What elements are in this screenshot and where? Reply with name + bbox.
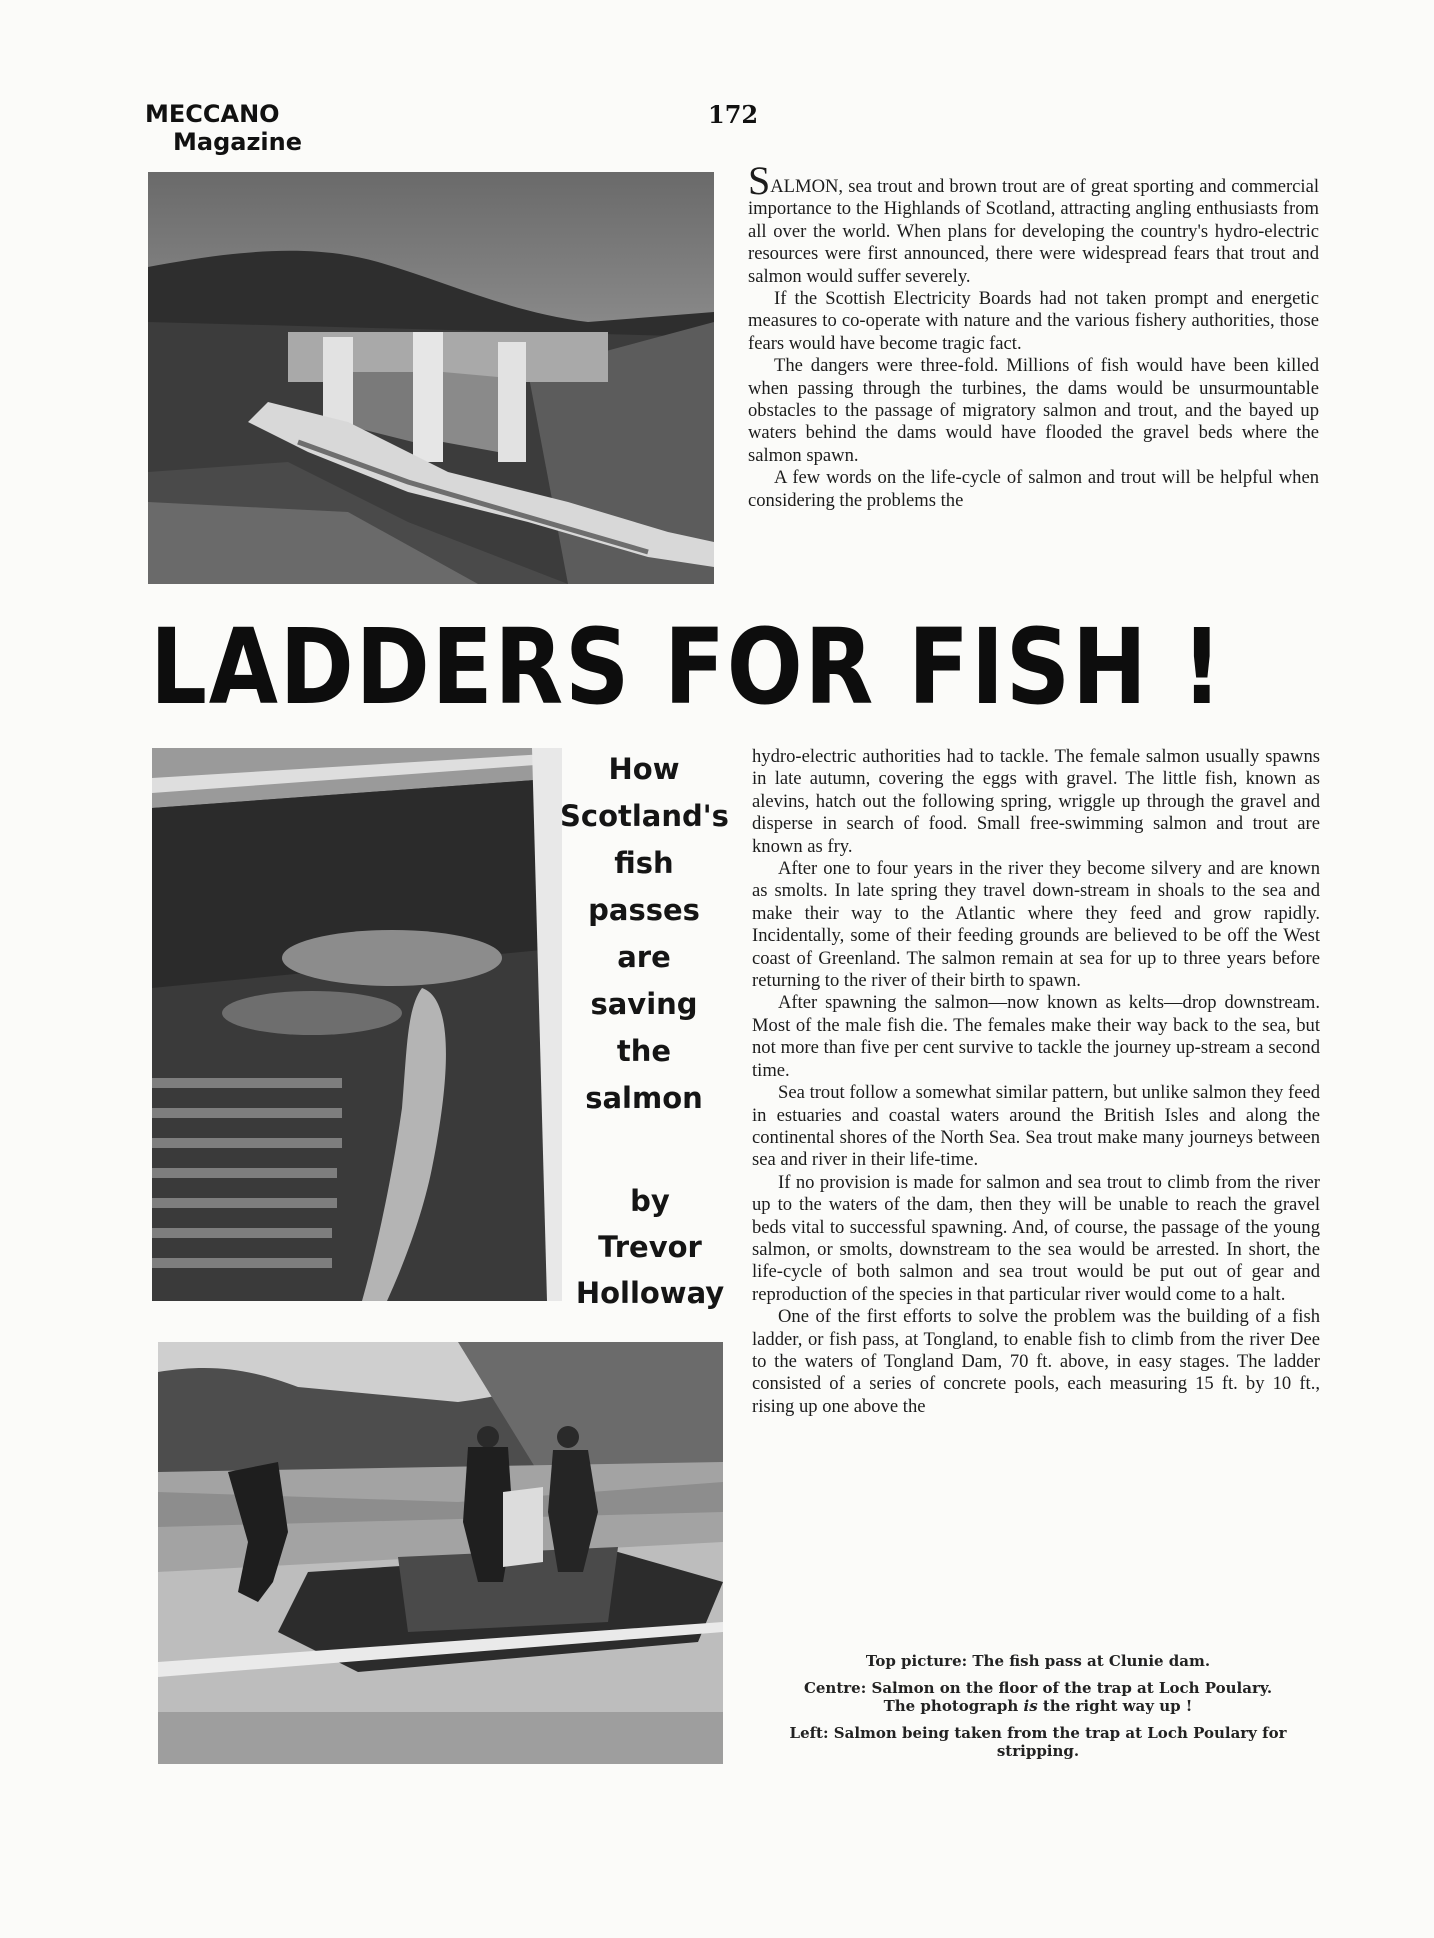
caption-left — [752, 1724, 1324, 1760]
caption-centre — [752, 1679, 1324, 1715]
deck-line: the — [616, 1034, 672, 1068]
intro-paragraph-1: SALMON, sea trout and brown trout are of great sporting and commercial importance to the Highlands of Scotland, attracting angling enthusiasts from all over the world. When plans for developing the country's hydro-electric resources were first announced, there were widespread fears that trout and salmon would suffer severely. — [748, 158, 1319, 287]
page-number: 172 — [708, 100, 759, 129]
main-paragraph-5: If no provision is made for salmon and sea trout to climb from the river up to the waters of the dam, then they will be unable to reach the gravel beds vital to successful spawning. And, of course, the passage of the young salmon, or smolts, downstream to the sea would be arrested. In short, the life-cycle of both salmon and sea trout would be put out of gear and reproduction of the species in that particular river would come to a halt. — [752, 1171, 1320, 1305]
deck-line: are — [617, 940, 671, 974]
byline-by: by — [630, 1184, 670, 1218]
main-paragraph-2: After one to four years in the river they become silvery and are known as smolts. In late spring they travel down-stream in shoals to the sea and make their way to the Atlantic where they feed and grow rapidly. Incidentally, some of their feeding grounds are believed to be off the West coast of Greenland. The salmon remain at sea for up to three years before returning to the river of their birth to spawn. — [752, 858, 1320, 992]
main-paragraph-3: After spawning the salmon—now known as kelts—drop downstream. Most of the male fish die. The females make their way back to the sea, but not more than five per cent survive to tackle the journey up-stream a second time. — [752, 992, 1320, 1081]
caption-centre-line2a: The photograph — [883, 1697, 1024, 1715]
caption-centre-line2b: the right way up ! — [1037, 1697, 1193, 1715]
photo-captions — [752, 1652, 1324, 1769]
deck-line: How — [608, 752, 680, 786]
article-deck — [560, 746, 728, 1122]
deck-line: salmon — [585, 1081, 703, 1115]
masthead-magazine: Magazine — [173, 128, 303, 156]
caption-centre-label: Centre: — [803, 1679, 867, 1697]
main-paragraph-6: One of the first efforts to solve the problem was the building of a fish ladder, or fish pass, at Tongland, to enable fish to climb from the river Dee to the waters of Tongland Dam, 70 ft. above, in easy stages. The ladder consisted of a series of concrete pools, each measuring 15 ft. by 10 ft., rising up one above the — [752, 1306, 1320, 1417]
main-paragraph-4: Sea trout follow a somewhat similar pattern, but unlike salmon they feed in estuaries and coastal waters around the British Isles and along the continental shores of the North Sea. Sea trout make many journeys between sea and river in their life-time. — [752, 1082, 1320, 1171]
article-byline — [570, 1178, 730, 1316]
drop-cap: S — [748, 158, 771, 203]
deck-line: Scotland's — [560, 799, 729, 833]
photo-fish-pass-dam — [148, 172, 714, 584]
article-headline: LADDERS FOR FISH ! — [150, 606, 1224, 728]
article-main-column — [752, 746, 1320, 1418]
masthead-meccano: MECCANO — [145, 100, 280, 128]
deck-line: fish — [614, 846, 674, 880]
caption-centre-line1: Salmon on the floor of the trap at Loch Poulary. — [871, 1679, 1273, 1697]
caption-left-label: Left: — [789, 1724, 829, 1742]
photo-salmon-trap-floor — [152, 748, 562, 1301]
byline-last-name: Holloway — [575, 1276, 725, 1310]
masthead — [145, 100, 302, 156]
byline-first-name: Trevor — [598, 1230, 702, 1264]
main-paragraph-1: hydro-electric authorities had to tackle. The female salmon usually spawns in late autumn, covering the eggs with gravel. The little fish, known as alevins, hatch out the following spring, wriggle up through the gravel and disperse in search of food. Small free-swimming salmon and trout are known as fry. — [752, 746, 1320, 857]
intro-paragraph-3: The dangers were three-fold. Millions of fish would have been killed when passing through the turbines, the dams would be unsurmountable obstacles to the passage of migratory salmon and trout, and the bayed up waters behind the dams would have flooded the gravel beds where the salmon spawn. — [748, 355, 1319, 466]
article-intro-column — [748, 158, 1319, 512]
deck-line: saving — [590, 987, 698, 1021]
intro-paragraph-4: A few words on the life-cycle of salmon and trout will be helpful when considering the problems the — [748, 467, 1319, 511]
intro-paragraph-2: If the Scottish Electricity Boards had not taken prompt and energetic measures to co-operate with nature and the various fishery authorities, those fears would have become tragic fact. — [748, 288, 1319, 354]
caption-left-text: Salmon being taken from the trap at Loch Poulary for stripping. — [833, 1724, 1287, 1760]
photo-salmon-taken-from-trap — [158, 1342, 723, 1764]
caption-centre-emphasis: is — [1023, 1697, 1038, 1715]
deck-line: passes — [588, 893, 700, 927]
caption-top: Top picture: The fish pass at Clunie dam. — [865, 1652, 1211, 1670]
